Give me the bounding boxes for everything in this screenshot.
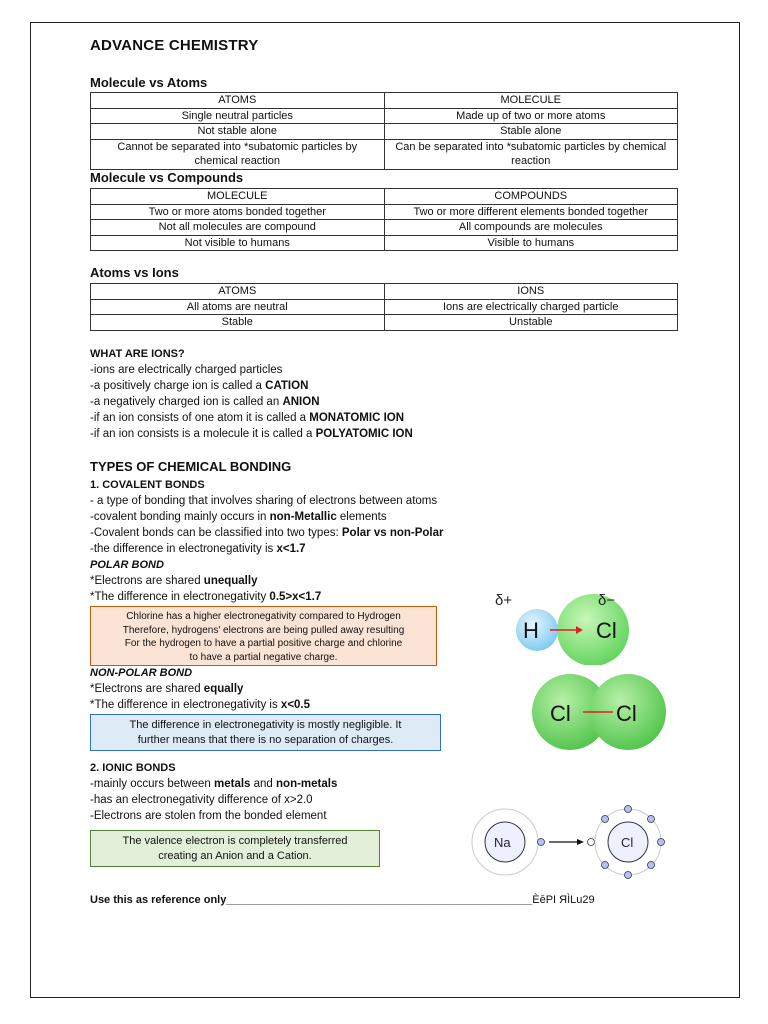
- table-row: [91, 299, 678, 315]
- table-cell: All atoms are neutral: [91, 299, 385, 315]
- table-row: [91, 204, 678, 220]
- table-cell: Can be separated into *subatomic particles by chemical reaction: [384, 139, 678, 169]
- note-line: For the hydrogen to have a partial positive charge and chlorine: [124, 638, 403, 649]
- table-cell: Not all molecules are compound: [91, 220, 385, 236]
- table-cell: Single neutral particles: [91, 108, 385, 124]
- ions-line: -ions are electrically charged particles: [90, 364, 283, 376]
- covalent-line: [90, 509, 387, 525]
- nonpolar-heading: NON-POLAR BOND: [90, 667, 193, 679]
- term: metals: [214, 778, 251, 790]
- text: -the difference in electronegativity is: [90, 543, 277, 555]
- text: -covalent bonding mainly occurs in: [90, 511, 270, 523]
- table-molecule-vs-compounds: [90, 188, 678, 251]
- text: -if an ion consists of one atom it is called a: [90, 412, 310, 424]
- polar-line: [90, 589, 321, 605]
- text: and: [250, 778, 277, 790]
- covalent-line: [90, 525, 443, 541]
- table-row: [91, 124, 678, 140]
- term: Polar vs non-Polar: [341, 527, 444, 539]
- ionic-line: -Electrons are stolen from the bonded element: [90, 810, 327, 822]
- table-header-row: [91, 93, 678, 109]
- term-polyatomic: POLYATOMIC ION: [315, 428, 413, 440]
- note-line: Therefore, hydrogens' electrons are being pulled away resulting: [122, 624, 405, 636]
- table-cell: Cannot be separated into *subatomic particles by chemical reaction: [91, 139, 385, 169]
- page-title: ADVANCE CHEMISTRY: [90, 37, 259, 54]
- text: *The difference in electronegativity is: [90, 699, 281, 711]
- term-cation: CATION: [265, 380, 309, 392]
- ions-line: [90, 378, 308, 394]
- text: -if an ion consists is a molecule it is called a: [90, 428, 316, 440]
- table-cell: Visible to humans: [384, 235, 678, 251]
- polar-heading: POLAR BOND: [90, 559, 164, 571]
- electron: [625, 806, 632, 813]
- table-cell: Two or more atoms bonded together: [91, 204, 385, 220]
- table-header-cell: MOLECULE: [91, 189, 385, 205]
- table-cell: Made up of two or more atoms: [384, 108, 678, 124]
- covalent-line: [90, 541, 306, 557]
- section-heading-molecule-vs-compounds: Molecule vs Compounds: [90, 170, 244, 185]
- ions-heading: WHAT ARE IONS?: [90, 348, 185, 360]
- nonpolar-line: [90, 681, 243, 697]
- chlorine-label: Cl: [621, 835, 634, 850]
- ionic-line: [90, 776, 337, 792]
- nonpolar-note-box: [90, 714, 441, 751]
- note-line: The difference in electronegativity is mostly negligible. It: [129, 719, 402, 731]
- table-row: [91, 235, 678, 251]
- arrow-head: [577, 839, 584, 845]
- bonding-heading: TYPES OF CHEMICAL BONDING: [90, 459, 292, 474]
- electron: [602, 816, 609, 823]
- footer-signature: ÈēPI ЯÌLu29: [532, 894, 595, 906]
- note-line: to have a partial negative charge.: [189, 651, 338, 663]
- table-atoms-vs-ions: [90, 283, 678, 331]
- ions-line: [90, 410, 404, 426]
- footer-note: [90, 894, 595, 906]
- table-header-row: [91, 284, 678, 300]
- table-header-cell: ATOMS: [91, 284, 385, 300]
- text: -mainly occurs between: [90, 778, 214, 790]
- electron: [658, 839, 665, 846]
- section-heading-atoms-vs-ions: Atoms vs Ions: [90, 265, 179, 280]
- footer-text: Use this as reference only__________________________________________________: [90, 894, 533, 906]
- text: *Electrons are shared: [90, 683, 204, 695]
- note-line: further means that there is no separation of charges.: [137, 734, 394, 746]
- table-row: [91, 220, 678, 236]
- text: elements: [336, 511, 387, 523]
- table-cell: Unstable: [384, 315, 678, 331]
- electron-slot: [588, 839, 595, 846]
- electron: [602, 862, 609, 869]
- covalent-heading: 1. COVALENT BONDS: [90, 479, 205, 491]
- note-line: The valence electron is completely transferred: [122, 835, 348, 847]
- text: *The difference in electronegativity: [90, 591, 270, 603]
- term-monatomic: MONATOMIC ION: [309, 412, 405, 424]
- table-cell: Not visible to humans: [91, 235, 385, 251]
- table-cell: All compounds are molecules: [384, 220, 678, 236]
- table-header-cell: COMPOUNDS: [384, 189, 678, 205]
- table-header-cell: ATOMS: [91, 93, 385, 109]
- note-line: creating an Anion and a Cation.: [158, 850, 312, 862]
- table-header-row: [91, 189, 678, 205]
- text: -a negatively charged ion is called an: [90, 396, 283, 408]
- term: unequally: [203, 575, 258, 587]
- text: *Electrons are shared: [90, 575, 204, 587]
- ions-line: [90, 426, 413, 442]
- ionic-note-box: [90, 830, 380, 867]
- table-cell: Two or more different elements bonded together: [384, 204, 678, 220]
- nonpolar-line: [90, 697, 310, 713]
- polar-line: [90, 573, 257, 589]
- covalent-line: - a type of bonding that involves sharing of electrons between atoms: [90, 495, 438, 507]
- text: -Covalent bonds can be classified into two types:: [90, 527, 342, 539]
- cl2-diagram: [525, 670, 685, 755]
- term: non-metals: [276, 778, 338, 790]
- table-header-cell: MOLECULE: [384, 93, 678, 109]
- table-cell: Not stable alone: [91, 124, 385, 140]
- ions-line: [90, 394, 320, 410]
- nacl-diagram: [465, 800, 665, 890]
- table-row: [91, 108, 678, 124]
- electron: [648, 816, 655, 823]
- table-row: [91, 315, 678, 331]
- chlorine-label: Cl: [596, 618, 617, 643]
- table-cell: Stable alone: [384, 124, 678, 140]
- hcl-diagram: [490, 585, 670, 665]
- polar-note-box: [90, 606, 437, 666]
- chlorine-left-label: Cl: [550, 701, 571, 726]
- electron: [648, 862, 655, 869]
- term: 0.5>x<1.7: [269, 591, 322, 603]
- term: x<1.7: [276, 543, 306, 555]
- delta-plus-label: δ+: [495, 592, 513, 609]
- ionic-heading: 2. IONIC BONDS: [90, 762, 176, 774]
- hydrogen-label: H: [523, 618, 539, 643]
- table-row: [91, 139, 678, 169]
- table-cell: Ions are electrically charged particle: [384, 299, 678, 315]
- term-anion: ANION: [282, 396, 320, 408]
- chlorine-right-label: Cl: [616, 701, 637, 726]
- text: -a positively charge ion is called a: [90, 380, 266, 392]
- term: equally: [203, 683, 244, 695]
- section-heading-molecule-vs-atoms: Molecule vs Atoms: [90, 75, 208, 90]
- table-cell: Stable: [91, 315, 385, 331]
- ionic-line: -has an electronegativity difference of x>2.0: [90, 794, 313, 806]
- electron: [538, 839, 545, 846]
- electron: [625, 872, 632, 879]
- sodium-label: Na: [494, 835, 511, 850]
- delta-minus-label: δ−: [598, 592, 616, 609]
- term: non-Metallic: [269, 511, 337, 523]
- table-molecule-vs-atoms: [90, 92, 678, 170]
- table-header-cell: IONS: [384, 284, 678, 300]
- term: x<0.5: [280, 699, 311, 711]
- note-line: Chlorine has a higher electronegativity compared to Hydrogen: [126, 611, 401, 622]
